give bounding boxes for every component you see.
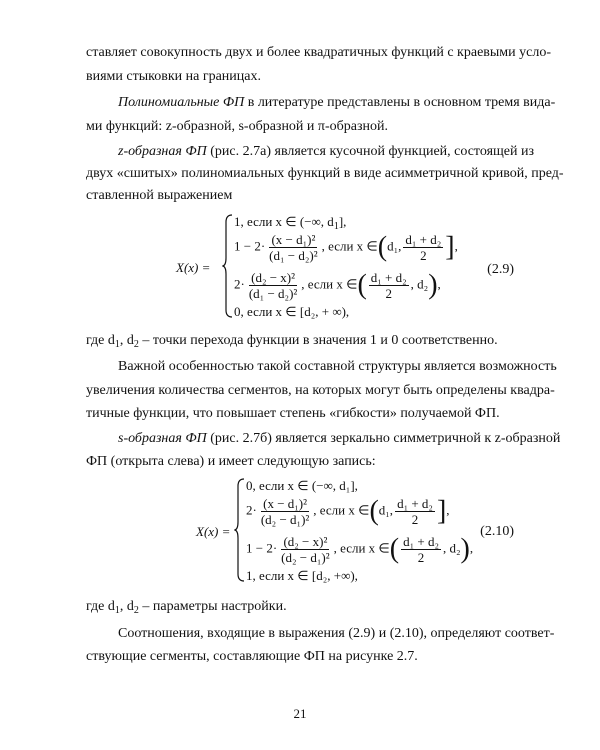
- equation-number: (2.10): [480, 524, 514, 539]
- text-fragment: (рис. 2.7б) является зеркально симметричной к z-образной: [206, 431, 561, 446]
- equation-2-10: [196, 476, 474, 586]
- text-line: ставляет совокупность двух и более квадратичных функций с краевыми усло-: [86, 45, 552, 60]
- fraction: $\frac{\text{(d₂ − x)²}}{\text{(d₂ − d₁)²}}$: [281, 534, 330, 565]
- text-line: ФП (открыта слева) и имеет следующую запись:: [86, 454, 376, 469]
- left-brace-icon: [234, 478, 246, 582]
- text-line: [118, 93, 556, 113]
- case-row-1: 1, если x ∈ (−∞, $d_1$],: [234, 214, 347, 232]
- left-brace-icon: [222, 214, 234, 318]
- fraction: $\frac{\text{(x − d₁)²}}{\text{(d₂ − d₁)²}}$: [260, 496, 310, 527]
- page-number: 21: [293, 706, 307, 721]
- fraction: $\frac{\text{d₁ + d₂}}{2}$: [405, 232, 442, 263]
- text-line: увеличения количества сегментов, на которых могут быть определены квадра-: [86, 383, 555, 398]
- term-s-shaped: s-образная ФП: [118, 431, 207, 446]
- equation-lhs: X(x) =: [176, 260, 211, 275]
- text-line: Важной особенностью такой составной структуры является возможность: [118, 359, 557, 374]
- text-line: двух «сшитых» полиномиальных функций в виде асимметричной кривой, пред-: [86, 166, 564, 181]
- text-fragment: (рис. 2.7а) является кусочной функцией, состоящей из: [206, 144, 535, 159]
- term-z-shaped: z-образная ФП: [118, 144, 207, 159]
- case-row-3: 1 − 2· $\frac{\text{(d₂ − x)²}}{\text{(d₂ − d₁)²}}$ , если x ∈( $\frac{\text{d₁ + d₂}}{2}$ , d₂),: [246, 533, 474, 565]
- text-line: где $d_1$, $d_2$ – точки перехода функции в значения 1 и 0 соответственно.: [86, 333, 498, 350]
- text-line: где $d_1$, $d_2$ – параметры настройки.: [86, 599, 287, 616]
- fraction: $\frac{\text{d₁ + d₂}}{2}$: [370, 270, 407, 301]
- case-row-3: 2· $\frac{\text{(d₂ − x)²}}{\text{(d₁ − d₂)²}}$ , если x ∈( $\frac{\text{d₁ + d₂}}{2}$ , d₂),: [234, 269, 441, 301]
- case-row-2: 2· $\frac{\text{(x − d₁)²}}{\text{(d₂ − d₁)²}}$ , если x ∈(d₁, $\frac{\text{d₁ + d₂}}{2}$ ],: [246, 495, 450, 527]
- text-line: ставленной выражением: [86, 188, 233, 203]
- text-line: ми функций: z-образной, s-образной и π-образной.: [86, 119, 388, 134]
- text-fragment: в литературе представлены в основном тремя вида-: [244, 95, 556, 110]
- term-polynomial: Полиномиальные ФП: [118, 95, 245, 110]
- equation-2-9: [176, 212, 458, 320]
- case-row-2: 1 − 2· $\frac{\text{(x − d₁)²}}{\text{(d₁ − d₂)²}}$ , если x ∈(d₁, $\frac{\text{d₁ + d₂}}{2}$ ],: [234, 231, 458, 263]
- case-row-4: 1, если x ∈ [d₂, +∞),: [246, 568, 358, 583]
- text-line: [118, 142, 535, 162]
- fraction: $\frac{\text{(x − d₁)²}}{\text{(d₁ − d₂)²}}$: [269, 232, 318, 263]
- text-line: тичные функции, что повышает степень «гибкости» получаемой ФП.: [86, 406, 500, 421]
- text-line: ствующие сегменты, составляющие ФП на рисунке 2.7.: [86, 649, 418, 664]
- fraction: $\frac{\text{d₁ + d₂}}{2}$: [403, 534, 439, 565]
- text-line: [118, 429, 561, 449]
- fraction: $\frac{\text{d₁ + d₂}}{2}$: [397, 496, 433, 527]
- case-row-4: 0, если x ∈ [d₂, + ∞),: [234, 304, 350, 319]
- case-row-1: 0, если x ∈ (−∞, d₁],: [246, 478, 358, 493]
- equation-lhs: X(x) =: [196, 524, 231, 539]
- fraction: $\frac{\text{(d₂ − x)²}}{\text{(d₁ − d₂)²}}$: [248, 270, 298, 301]
- text-line: Соотношения, входящие в выражения (2.9) и (2.10), определяют соответ-: [118, 626, 555, 641]
- equation-number: (2.9): [487, 262, 514, 277]
- text-line: виями стыковки на границах.: [86, 69, 261, 84]
